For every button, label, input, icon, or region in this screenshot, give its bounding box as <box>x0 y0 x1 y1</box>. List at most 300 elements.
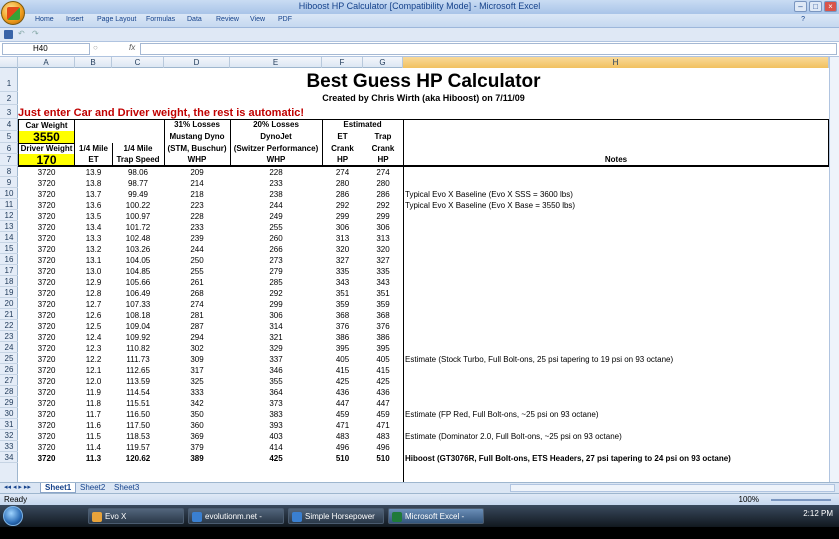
row-header[interactable]: 16 <box>0 254 18 265</box>
cell-d[interactable]: 281 <box>190 311 204 320</box>
cell-d[interactable]: 287 <box>190 322 204 331</box>
cell-b[interactable]: 12.0 <box>85 377 102 386</box>
et-crank-header[interactable]: ET <box>337 132 348 141</box>
cell-e[interactable]: 355 <box>269 377 283 386</box>
cell-a[interactable]: 3720 <box>37 311 56 320</box>
cell-a[interactable]: 3720 <box>37 289 56 298</box>
cell-b[interactable]: 12.5 <box>85 322 102 331</box>
cell-a[interactable]: 3720 <box>37 322 56 331</box>
cell-d[interactable]: 379 <box>190 443 204 452</box>
row-header[interactable]: 5 <box>0 131 18 143</box>
row-header[interactable]: 11 <box>0 199 18 210</box>
notes-cell[interactable] <box>405 288 829 299</box>
cell-f[interactable]: 376 <box>335 322 350 331</box>
notes-cell[interactable] <box>405 211 829 222</box>
estimated-header[interactable]: Estimated <box>343 120 382 129</box>
cell-f[interactable]: 459 <box>335 410 350 419</box>
cell-e[interactable]: 329 <box>269 344 283 353</box>
cell-d[interactable]: 268 <box>190 289 204 298</box>
notes-cell[interactable]: Hiboost (GT3076R, Full Bolt-ons, ETS Headers, 27 psi tapering to 24 psi on 93 octane) <box>405 454 731 463</box>
car-weight-input[interactable]: 3550 <box>18 131 75 143</box>
cell-a[interactable]: 3720 <box>37 256 56 265</box>
notes-cell[interactable]: Estimate (Dominator 2.0, Full Bolt-ons, ~25 psi on 93 octane) <box>405 432 622 441</box>
stm-header[interactable]: (STM, Buschur) <box>167 144 227 153</box>
row-header[interactable]: 10 <box>0 188 18 199</box>
cell-d[interactable]: 214 <box>190 179 204 188</box>
cell-a[interactable]: 3720 <box>37 399 56 408</box>
instruction-text[interactable]: Just enter Car and Driver weight, the rest is automatic! <box>18 107 305 119</box>
row-header[interactable]: 25 <box>0 353 18 364</box>
cell-f[interactable]: 343 <box>335 278 350 287</box>
cell-c[interactable]: 98.77 <box>127 179 149 188</box>
notes-cell[interactable] <box>405 398 829 409</box>
system-clock[interactable]: 2:12 PM <box>803 509 833 518</box>
save-icon[interactable] <box>4 30 13 39</box>
cell-f[interactable]: 415 <box>335 366 350 375</box>
crank-header-f[interactable]: Crank <box>331 144 354 153</box>
cell-d[interactable]: 309 <box>190 355 204 364</box>
cell-e[interactable]: 279 <box>269 267 283 276</box>
cell-b[interactable]: 12.9 <box>85 278 102 287</box>
row-header[interactable]: 9 <box>0 177 18 188</box>
cell-c[interactable]: 111.73 <box>126 355 150 364</box>
cell-d[interactable]: 250 <box>190 256 204 265</box>
cell-e[interactable]: 244 <box>269 201 283 210</box>
taskbar-item-horsepower[interactable]: Simple Horsepower <box>288 508 384 524</box>
col-header-f[interactable]: F <box>322 57 363 68</box>
cell-c[interactable]: 101.72 <box>125 223 151 232</box>
row-header[interactable]: 17 <box>0 265 18 276</box>
hp-header-f[interactable]: HP <box>336 155 349 164</box>
whp-header-e[interactable]: WHP <box>266 155 286 164</box>
cell-c[interactable]: 112.65 <box>126 366 150 375</box>
zoom-slider[interactable] <box>771 499 831 501</box>
cell-b[interactable]: 13.3 <box>85 234 102 243</box>
tab-nav-icon[interactable]: ◂◂ ◂ ▸ ▸▸ <box>4 484 31 491</box>
cell-f[interactable]: 359 <box>335 300 350 309</box>
notes-cell[interactable] <box>405 365 829 376</box>
cell-b[interactable]: 12.2 <box>85 355 102 364</box>
cell-c[interactable]: 116.50 <box>126 410 150 419</box>
undo-icon[interactable]: ↶ <box>18 29 25 38</box>
notes-cell[interactable]: Typical Evo X Baseline (Evo X SSS = 3600 lbs) <box>405 190 573 199</box>
close-button[interactable]: × <box>824 1 837 12</box>
cell-a[interactable]: 3720 <box>37 454 56 463</box>
cell-d[interactable]: 333 <box>190 388 204 397</box>
cell-b[interactable]: 13.7 <box>85 190 102 199</box>
tab-pdf[interactable]: PDF <box>278 16 292 23</box>
crank-header-g[interactable]: Crank <box>371 144 395 153</box>
cell-b[interactable]: 13.4 <box>85 223 102 232</box>
cell-b[interactable]: 11.6 <box>86 421 101 430</box>
cell-e[interactable]: 383 <box>269 410 283 419</box>
row-header[interactable]: 30 <box>0 408 18 419</box>
cell-c[interactable]: 103.26 <box>125 245 151 254</box>
quarter-mile-header-b[interactable]: 1/4 Mile <box>79 144 108 153</box>
cell-f[interactable]: 299 <box>335 212 350 221</box>
row-header[interactable]: 28 <box>0 386 18 397</box>
cell-b[interactable]: 11.3 <box>85 454 102 463</box>
cell-a[interactable]: 3720 <box>37 388 56 397</box>
cell-g[interactable]: 386 <box>376 333 390 342</box>
cell-e[interactable]: 314 <box>269 322 283 331</box>
cell-g[interactable]: 447 <box>376 399 390 408</box>
cell-b[interactable]: 12.4 <box>85 333 102 342</box>
cell-b[interactable]: 11.7 <box>86 410 101 419</box>
cell-g[interactable]: 286 <box>376 190 390 199</box>
losses-20-header[interactable]: 20% Losses <box>253 120 299 129</box>
cell-c[interactable]: 99.49 <box>127 190 149 199</box>
row-header[interactable]: 15 <box>0 243 18 254</box>
cell-a[interactable]: 3720 <box>37 190 56 199</box>
sheet-tab-1[interactable]: Sheet1 <box>40 483 76 493</box>
sheet-tab-2[interactable]: Sheet2 <box>80 483 106 492</box>
cell-c[interactable]: 109.04 <box>125 322 151 331</box>
cell-b[interactable]: 13.5 <box>85 212 102 221</box>
cell-a[interactable]: 3720 <box>37 344 56 353</box>
notes-cell[interactable] <box>405 387 829 398</box>
cell-g[interactable]: 343 <box>376 278 390 287</box>
cell-b[interactable]: 13.2 <box>85 245 102 254</box>
cell-b[interactable]: 13.0 <box>85 267 102 276</box>
cell-c[interactable]: 109.92 <box>125 333 151 342</box>
office-button[interactable] <box>1 1 25 25</box>
notes-cell[interactable] <box>405 310 829 321</box>
notes-cell[interactable] <box>405 332 829 343</box>
cell-d[interactable]: 228 <box>190 212 204 221</box>
cell-a[interactable]: 3720 <box>37 267 56 276</box>
cell-b[interactable]: 12.7 <box>85 300 102 309</box>
cell-c[interactable]: 100.97 <box>125 212 151 221</box>
cell-g[interactable]: 405 <box>376 355 390 364</box>
cell-a[interactable]: 3720 <box>37 366 56 375</box>
cell-d[interactable]: 369 <box>190 432 204 441</box>
cell-f[interactable]: 368 <box>335 311 350 320</box>
notes-cell[interactable] <box>405 233 829 244</box>
cell-g[interactable]: 376 <box>376 322 390 331</box>
cell-g[interactable]: 425 <box>376 377 390 386</box>
notes-cell[interactable] <box>405 277 829 288</box>
maximize-button[interactable]: □ <box>809 1 822 12</box>
cell-a[interactable]: 3720 <box>37 278 56 287</box>
row-header[interactable]: 14 <box>0 232 18 243</box>
help-icon[interactable]: ? <box>801 16 805 23</box>
worksheet-grid[interactable] <box>18 68 829 482</box>
cell-a[interactable]: 3720 <box>37 300 56 309</box>
col-header-c[interactable]: C <box>112 57 164 68</box>
row-header[interactable]: 34 <box>0 452 18 463</box>
cell-c[interactable]: 110.82 <box>126 344 150 353</box>
cell-g[interactable]: 327 <box>376 256 390 265</box>
notes-cell[interactable] <box>405 178 829 189</box>
cell-b[interactable]: 13.9 <box>85 168 102 177</box>
cell-d[interactable]: 218 <box>190 190 204 199</box>
trap-speed-header[interactable]: Trap Speed <box>116 155 160 164</box>
notes-cell[interactable] <box>405 321 829 332</box>
et-header[interactable]: ET <box>88 155 99 164</box>
cell-g[interactable]: 471 <box>376 421 390 430</box>
notes-cell[interactable] <box>405 266 829 277</box>
row-header[interactable]: 12 <box>0 210 18 221</box>
cell-g[interactable]: 274 <box>376 168 390 177</box>
cell-c[interactable]: 105.66 <box>125 278 151 287</box>
cell-a[interactable]: 3720 <box>37 421 56 430</box>
tab-insert[interactable]: Insert <box>66 16 84 23</box>
taskbar-item-evo[interactable]: Evo X <box>88 508 184 524</box>
cell-g[interactable]: 313 <box>376 234 390 243</box>
cell-d[interactable]: 389 <box>190 454 204 463</box>
cell-c[interactable]: 104.85 <box>125 267 151 276</box>
cell-e[interactable]: 414 <box>269 443 283 452</box>
row-header[interactable]: 21 <box>0 309 18 320</box>
row-header[interactable]: 1 <box>0 68 18 92</box>
cell-f[interactable]: 292 <box>335 201 350 210</box>
zoom-level[interactable]: 100% <box>738 495 759 504</box>
notes-cell[interactable] <box>405 167 829 178</box>
driver-weight-input[interactable]: 170 <box>18 154 75 166</box>
cell-f[interactable]: 306 <box>335 223 350 232</box>
cell-e[interactable]: 403 <box>269 432 283 441</box>
cell-g[interactable]: 306 <box>376 223 390 232</box>
cell-g[interactable]: 299 <box>376 212 390 221</box>
cell-f[interactable]: 471 <box>335 421 350 430</box>
row-header[interactable]: 26 <box>0 364 18 375</box>
cell-f[interactable]: 313 <box>335 234 350 243</box>
cell-f[interactable]: 436 <box>335 388 350 397</box>
tab-home[interactable]: Home <box>35 16 54 23</box>
cell-d[interactable]: 255 <box>190 267 204 276</box>
row-header[interactable]: 20 <box>0 298 18 309</box>
cell-e[interactable]: 373 <box>269 399 283 408</box>
cell-a[interactable]: 3720 <box>37 355 56 364</box>
cell-b[interactable]: 12.6 <box>85 311 102 320</box>
cell-e[interactable]: 306 <box>269 311 283 320</box>
cell-a[interactable]: 3720 <box>37 168 56 177</box>
sheet-title[interactable]: Best Guess HP Calculator <box>306 71 541 92</box>
cell-c[interactable]: 100.22 <box>125 201 151 210</box>
car-weight-label[interactable]: Car Weight <box>18 119 75 131</box>
cell-a[interactable]: 3720 <box>37 333 56 342</box>
cell-c[interactable]: 114.54 <box>126 388 150 397</box>
cell-e[interactable]: 346 <box>269 366 283 375</box>
cell-d[interactable]: 209 <box>190 168 204 177</box>
cell-f[interactable]: 395 <box>335 344 350 353</box>
row-header[interactable]: 27 <box>0 375 18 386</box>
cell-d[interactable]: 317 <box>190 366 204 375</box>
cell-f[interactable]: 351 <box>335 289 350 298</box>
cell-a[interactable]: 3720 <box>37 212 56 221</box>
col-header-a[interactable]: A <box>18 57 75 68</box>
cell-e[interactable]: 228 <box>269 168 283 177</box>
cell-e[interactable]: 292 <box>269 289 283 298</box>
notes-cell[interactable]: Estimate (Stock Turbo, Full Bolt-ons, 25 psi tapering to 19 psi on 93 octane) <box>405 355 674 364</box>
cell-d[interactable]: 294 <box>190 333 204 342</box>
cell-b[interactable]: 11.4 <box>86 443 101 452</box>
cell-f[interactable]: 280 <box>335 179 350 188</box>
notes-header[interactable]: Notes <box>604 155 628 164</box>
cell-g[interactable]: 335 <box>376 267 390 276</box>
cell-e[interactable]: 260 <box>269 234 283 243</box>
notes-cell[interactable] <box>405 255 829 266</box>
horizontal-scrollbar[interactable] <box>510 484 835 492</box>
cell-d[interactable]: 360 <box>190 421 204 430</box>
cell-g[interactable]: 483 <box>376 432 390 441</box>
cell-g[interactable]: 368 <box>376 311 390 320</box>
cell-c[interactable]: 117.50 <box>126 421 150 430</box>
dynojet-header[interactable]: DynoJet <box>260 132 292 141</box>
cell-g[interactable]: 415 <box>376 366 390 375</box>
cell-c[interactable]: 113.59 <box>126 377 150 386</box>
row-header[interactable]: 19 <box>0 287 18 298</box>
redo-icon[interactable]: ↷ <box>32 29 39 38</box>
notes-cell[interactable] <box>405 299 829 310</box>
cell-a[interactable]: 3720 <box>37 223 56 232</box>
cell-d[interactable]: 261 <box>190 278 204 287</box>
cell-c[interactable]: 115.51 <box>126 399 150 408</box>
cell-c[interactable]: 119.57 <box>126 443 150 452</box>
cell-e[interactable]: 273 <box>269 256 283 265</box>
cell-g[interactable]: 292 <box>376 201 390 210</box>
cell-a[interactable]: 3720 <box>37 234 56 243</box>
cell-d[interactable]: 239 <box>190 234 204 243</box>
tab-review[interactable]: Review <box>216 16 239 23</box>
col-header-h[interactable]: H <box>403 57 829 68</box>
row-header[interactable]: 6 <box>0 143 18 154</box>
cell-c[interactable]: 107.33 <box>125 300 151 309</box>
cell-f[interactable]: 386 <box>335 333 350 342</box>
cell-b[interactable]: 13.1 <box>85 256 102 265</box>
cell-a[interactable]: 3720 <box>37 432 56 441</box>
cell-b[interactable]: 11.9 <box>86 388 101 397</box>
cell-f[interactable]: 320 <box>335 245 350 254</box>
cell-g[interactable]: 496 <box>376 443 390 452</box>
cell-e[interactable]: 337 <box>269 355 283 364</box>
hp-header-g[interactable]: HP <box>377 155 389 164</box>
cell-f[interactable]: 286 <box>335 190 350 199</box>
cell-f[interactable]: 335 <box>335 267 350 276</box>
cell-c[interactable]: 98.06 <box>127 168 149 177</box>
switzer-header[interactable]: (Switzer Performance) <box>233 144 319 153</box>
col-header-b[interactable]: B <box>75 57 112 68</box>
tab-page-layout[interactable]: Page Layout <box>97 16 137 23</box>
cell-c[interactable]: 102.48 <box>125 234 151 243</box>
cell-g[interactable]: 320 <box>376 245 390 254</box>
cell-g[interactable]: 359 <box>376 300 390 309</box>
notes-cell[interactable] <box>405 244 829 255</box>
row-header[interactable]: 4 <box>0 119 18 131</box>
cell-f[interactable]: 274 <box>335 168 350 177</box>
col-header-d[interactable]: D <box>164 57 230 68</box>
cell-f[interactable]: 405 <box>335 355 350 364</box>
cell-g[interactable]: 280 <box>376 179 390 188</box>
formula-input[interactable] <box>140 43 837 55</box>
cell-g[interactable]: 459 <box>376 410 390 419</box>
driver-weight-label[interactable]: Driver Weight <box>18 143 75 154</box>
insert-function-icon[interactable]: fx <box>129 43 136 52</box>
notes-cell[interactable] <box>405 222 829 233</box>
cell-c[interactable]: 104.05 <box>125 256 151 265</box>
taskbar-item-excel[interactable]: Microsoft Excel - <box>388 508 484 524</box>
cell-b[interactable]: 11.8 <box>86 399 101 408</box>
cell-e[interactable]: 266 <box>269 245 283 254</box>
cell-e[interactable]: 238 <box>269 190 283 199</box>
cell-e[interactable]: 321 <box>269 333 283 342</box>
tab-data[interactable]: Data <box>187 16 202 23</box>
cell-b[interactable]: 13.6 <box>85 201 102 210</box>
start-button[interactable] <box>3 506 23 526</box>
cell-e[interactable]: 425 <box>269 454 283 463</box>
cell-f[interactable]: 510 <box>335 454 350 463</box>
name-box[interactable]: H40 <box>2 43 90 55</box>
cell-b[interactable]: 12.1 <box>85 366 102 375</box>
row-header[interactable]: 7 <box>0 154 18 166</box>
cell-a[interactable]: 3720 <box>37 443 56 452</box>
cell-f[interactable]: 447 <box>335 399 350 408</box>
cell-b[interactable]: 13.8 <box>85 179 102 188</box>
row-header[interactable]: 33 <box>0 441 18 452</box>
col-header-e[interactable]: E <box>230 57 322 68</box>
trap-crank-header[interactable]: Trap <box>374 132 392 141</box>
cell-d[interactable]: 342 <box>190 399 204 408</box>
cell-c[interactable]: 108.18 <box>125 311 151 320</box>
cell-e[interactable]: 285 <box>269 278 283 287</box>
whp-header-d[interactable]: WHP <box>187 155 207 164</box>
cell-b[interactable]: 12.8 <box>85 289 102 298</box>
cell-a[interactable]: 3720 <box>37 201 56 210</box>
cell-e[interactable]: 249 <box>269 212 283 221</box>
notes-cell[interactable]: Typical Evo X Baseline (Evo X Base = 3550 lbs) <box>405 201 576 210</box>
cell-a[interactable]: 3720 <box>37 179 56 188</box>
row-header[interactable]: 24 <box>0 342 18 353</box>
sheet-subtitle[interactable]: Created by Chris Wirth (aka Hiboost) on 7/11/09 <box>322 93 525 103</box>
row-header[interactable]: 13 <box>0 221 18 232</box>
cell-b[interactable]: 11.5 <box>86 432 101 441</box>
notes-cell[interactable] <box>405 442 829 453</box>
notes-cell[interactable] <box>405 376 829 387</box>
cell-f[interactable]: 483 <box>335 432 350 441</box>
taskbar-item-evolutionm[interactable]: evolutionm.net - <box>188 508 284 524</box>
cell-e[interactable]: 299 <box>269 300 283 309</box>
cell-g[interactable]: 510 <box>376 454 390 463</box>
row-header[interactable]: 18 <box>0 276 18 287</box>
cell-d[interactable]: 244 <box>190 245 204 254</box>
mustang-dyno-header[interactable]: Mustang Dyno <box>169 132 225 141</box>
row-header[interactable]: 22 <box>0 320 18 331</box>
cell-a[interactable]: 3720 <box>37 410 56 419</box>
row-header[interactable]: 29 <box>0 397 18 408</box>
notes-cell[interactable] <box>405 343 829 354</box>
cell-a[interactable]: 3720 <box>37 245 56 254</box>
cell-c[interactable]: 118.53 <box>126 432 150 441</box>
cell-d[interactable]: 350 <box>190 410 204 419</box>
losses-31-header[interactable]: 31% Losses <box>174 120 220 129</box>
row-header[interactable]: 32 <box>0 430 18 441</box>
cell-g[interactable]: 395 <box>376 344 390 353</box>
tab-view[interactable]: View <box>250 16 266 23</box>
cell-b[interactable]: 12.3 <box>85 344 102 353</box>
row-header[interactable]: 8 <box>0 166 18 177</box>
quarter-mile-header-c[interactable]: 1/4 Mile <box>123 144 153 153</box>
cell-g[interactable]: 436 <box>376 388 390 397</box>
cell-e[interactable]: 364 <box>269 388 283 397</box>
cell-c[interactable]: 106.49 <box>125 289 151 298</box>
cell-d[interactable]: 274 <box>190 300 204 309</box>
sheet-tab-3[interactable]: Sheet3 <box>114 483 140 492</box>
cell-e[interactable]: 233 <box>269 179 283 188</box>
cell-f[interactable]: 496 <box>335 443 350 452</box>
tab-formulas[interactable]: Formulas <box>146 16 176 23</box>
cell-c[interactable]: 120.62 <box>125 454 151 463</box>
